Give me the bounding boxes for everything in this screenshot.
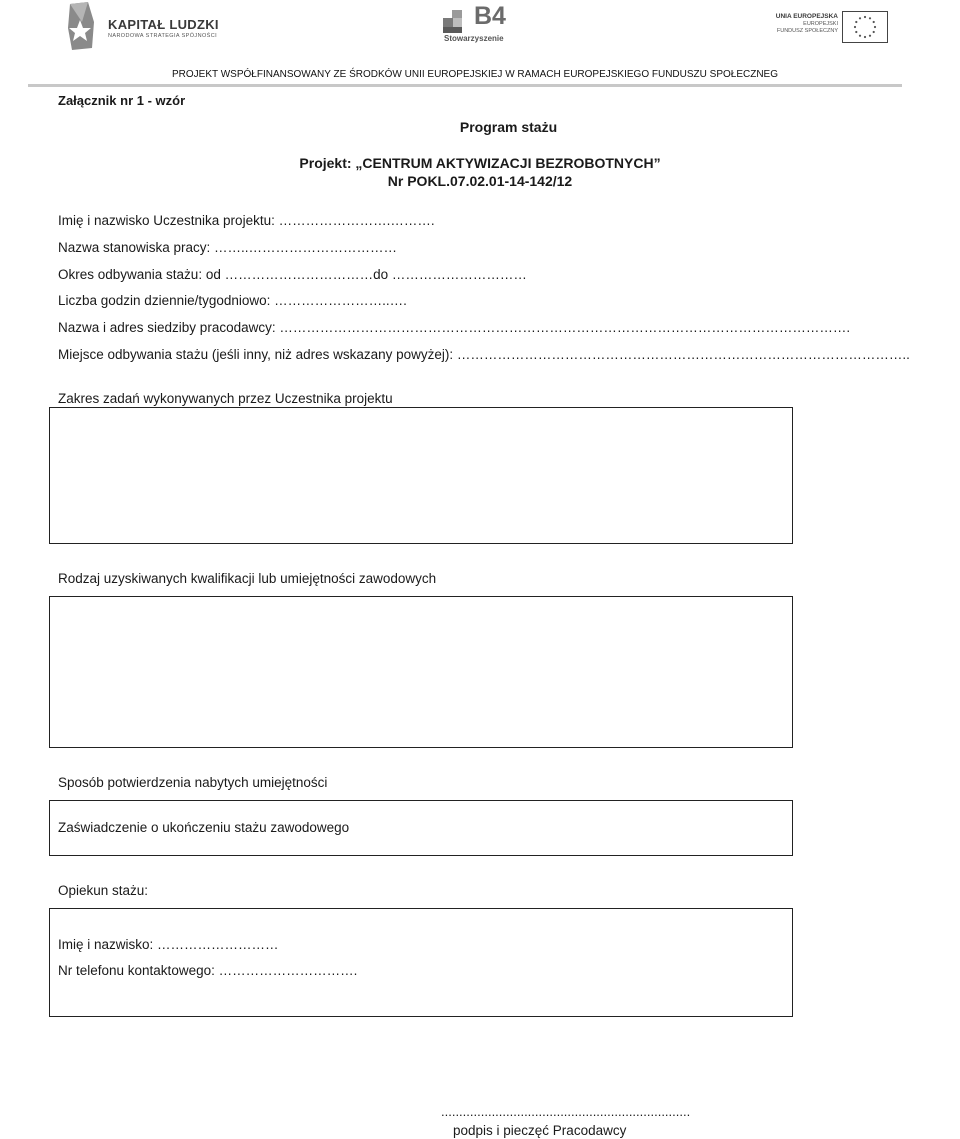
kapital-ludzki-logo [66, 2, 226, 50]
document-title: Program stażu [459, 119, 558, 135]
field-participant-name: Imię i nazwisko Uczestnika projektu: …………………….………. [58, 213, 435, 228]
field-working-hours: Liczba godzin dziennie/tygodniowo: ……………………..…. [58, 293, 407, 308]
eu-flag-icon [842, 11, 888, 43]
b4-blocks-icon [440, 8, 476, 36]
qualifications-box[interactable] [49, 596, 793, 748]
project-name: Projekt: „CENTRUM AKTYWIZACJI BEZROBOTNYCH” [299, 155, 661, 171]
signature-line: ..................................................................... [441, 1104, 691, 1119]
eu-logo-line3: FUNDUSZ SPOŁECZNY [776, 28, 838, 34]
supervisor-label: Opiekun stażu: [58, 883, 149, 898]
field-employer-address: Nazwa i adres siedziby pracodawcy: ………………………………………………………………………………………………………………. [58, 320, 851, 335]
kapital-ludzki-star-icon [66, 2, 96, 50]
signature-label: podpis i pieczęć Pracodawcy [453, 1123, 627, 1138]
field-position-name: Nazwa stanowiska pracy: ……..…………………………… [58, 240, 398, 255]
kapital-ludzki-subtitle: NARODOWA STRATEGIA SPÓJNOŚCI [108, 33, 217, 39]
kapital-ludzki-title: KAPITAŁ LUDZKI [108, 17, 219, 32]
eu-logo [770, 9, 892, 43]
field-internship-location: Miejsce odbywania stażu (jeśli inny, niż adres wskazany powyżej): ……………………………………………………………………………………….. [58, 347, 910, 362]
tasks-box[interactable] [49, 407, 793, 544]
confirmation-label: Sposób potwierdzenia nabytych umiejętności [58, 775, 328, 790]
b4-title: B4 [474, 2, 506, 30]
field-internship-period: Okres odbywania stażu: od ……………………………do ………………………… [58, 267, 527, 282]
project-number: Nr POKL.07.02.01-14-142/12 [387, 173, 573, 189]
tasks-label: Zakres zadań wykonywanych przez Uczestnika projektu [58, 391, 393, 406]
attachment-label: Załącznik nr 1 - wzór [58, 93, 186, 108]
cofinancing-statement: PROJEKT WSPÓŁFINANSOWANY ZE ŚRODKÓW UNII EUROPEJSKIEJ W RAMACH EUROPEJSKIEGO FUNDUSZU SPOŁECZNEG [172, 69, 779, 80]
confirmation-box [49, 800, 793, 856]
supervisor-phone: Nr telefonu kontaktowego: …………………………. [58, 963, 358, 978]
supervisor-box [49, 908, 793, 1017]
supervisor-name: Imię i nazwisko: ……………………… [58, 937, 279, 952]
header-divider [28, 84, 902, 87]
b4-logo [440, 2, 516, 44]
confirmation-value: Zaświadczenie o ukończeniu stażu zawodowego [58, 820, 350, 835]
eu-logo-line1: UNIA EUROPEJSKA [775, 13, 838, 20]
qualifications-label: Rodzaj uzyskiwanych kwalifikacji lub umiejętności zawodowych [58, 571, 437, 586]
eu-logo-line2: EUROPEJSKI [803, 21, 838, 27]
b4-subtitle: Stowarzyszenie [444, 34, 504, 43]
